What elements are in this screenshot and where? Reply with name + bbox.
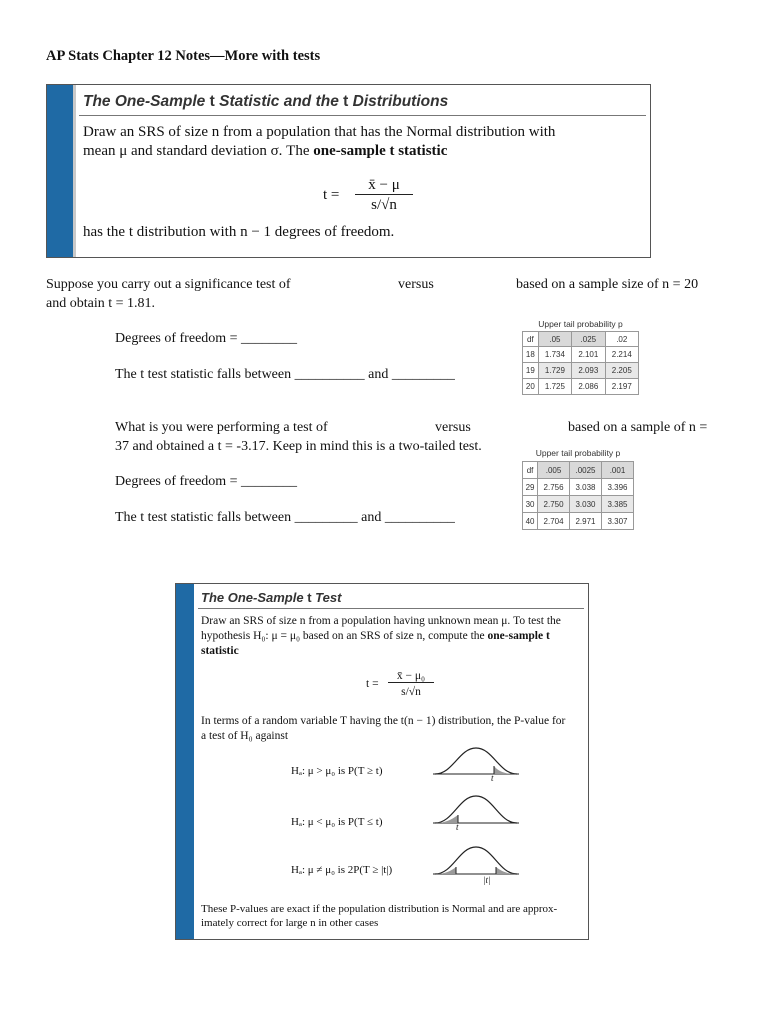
table-row: 18 1.734 2.101 2.214 <box>523 347 639 363</box>
box-accent-stripe <box>73 85 76 257</box>
density-curve <box>435 847 517 874</box>
box-text-line: Draw an SRS of size n from a population that has the Normal distribution with <box>83 124 556 140</box>
question-1-df-prompt: Degrees of freedom = ________ <box>115 331 298 346</box>
t-table-1 <box>522 317 639 395</box>
heading-rule <box>79 115 646 116</box>
table-header: .025 <box>572 332 605 347</box>
table-header: df <box>523 462 538 479</box>
curve-label: t <box>456 822 459 832</box>
alternative-two-sided: Hₐ: μ ≠ μ₀ is 2P(T ≥ |t|) <box>291 864 393 876</box>
curve-label: t <box>491 773 494 783</box>
table-row: 29 2.756 3.038 3.396 <box>523 479 634 496</box>
table-header: df <box>523 332 539 347</box>
box-text-line: These P-values are exact if the population distribution is Normal and are approx- <box>201 903 558 915</box>
box-text-line: Draw an SRS of size n from a population having unknown mean μ. To test the <box>201 615 561 627</box>
box-text-line: imately correct for large n in other cases <box>201 917 379 929</box>
box-heading: The One-Sample t Statistic and the t Distributions <box>83 93 449 110</box>
box-text-line: statistic <box>201 645 239 657</box>
one-sample-t-test-box: The One-Sample t Test Draw an SRS of size n from a population having unknown mean μ. To test the hypothesis H₀: μ = μ₀ based on an SRS of size n, compute the one-sample t statistic t = x̄ − μ₀ s/√n In terms of a random variable T having the t(n − 1) distribution, the P-value for a test of H₀ against Hₐ: μ > μ₀ is P(T ≥ t) Hₐ: μ < μ₀ is P(T ≤ t) Hₐ: μ ≠ μ₀ is 2P(T ≥ |t|) t t |t| These P-values are exact if the population distribution is Normal and are approx- imately correct for large n in other cases <box>175 583 589 940</box>
table-row: 19 1.729 2.093 2.205 <box>523 363 639 379</box>
question-2-line-1: What is you were performing a test of versus based on a sample of n = <box>115 420 708 435</box>
table-header: .05 <box>538 332 571 347</box>
box-text-line: In terms of a random variable T having the t(n − 1) distribution, the P-value for <box>201 715 566 727</box>
box-text-line: a test of H₀ against <box>201 730 289 742</box>
heading-rule <box>198 608 584 609</box>
left-tail-curve <box>431 790 521 832</box>
box-text-line: has the t distribution with n − 1 degrees of freedom. <box>83 224 395 240</box>
box-heading: The One-Sample t Test <box>201 590 342 605</box>
curve-label: |t| <box>483 875 491 885</box>
box-accent-bar <box>176 584 194 939</box>
table-header: .02 <box>605 332 638 347</box>
question-2-df-prompt: Degrees of freedom = ________ <box>115 474 298 489</box>
box-text-line: hypothesis H₀: μ = μ₀ based on an SRS of size n, compute the one-sample t <box>201 630 550 642</box>
box-text-line: mean μ and standard deviation σ. The one-sample t statistic <box>83 143 448 159</box>
one-sample-t-statistic-box: The One-Sample t Statistic and the t Distributions Draw an SRS of size n from a population that has the Normal distribution with mean μ and standard deviation σ. The one-sample t statistic t = x̄ − μ s/√n has the t distribution with n − 1 degrees of freedom. <box>46 84 651 258</box>
density-curve <box>435 748 517 774</box>
page-title: AP Stats Chapter 12 Notes—More with tests <box>46 48 321 64</box>
table-header: .001 <box>601 462 633 479</box>
t-table-2 <box>522 445 634 530</box>
alternative-greater: Hₐ: μ > μ₀ is P(T ≥ t) <box>291 765 383 777</box>
density-curve <box>435 796 517 823</box>
table-caption: Upper tail probability p <box>535 448 621 458</box>
table-row: 20 1.725 2.086 2.197 <box>523 379 639 395</box>
table-row: 40 2.704 2.971 3.307 <box>523 513 634 530</box>
question-1-line-2: and obtain t = 1.81. <box>46 296 155 311</box>
table-header: .005 <box>538 462 570 479</box>
right-tail-curve <box>431 744 521 786</box>
question-2-line-2: 37 and obtained a t = -3.17. Keep in mind this is a two-tailed test. <box>115 439 482 454</box>
question-1-between-prompt: The t test statistic falls between __________ and _________ <box>115 367 455 382</box>
alternative-less: Hₐ: μ < μ₀ is P(T ≤ t) <box>291 816 383 828</box>
two-tail-curve <box>431 841 521 883</box>
question-2-between-prompt: The t test statistic falls between _________ and __________ <box>115 510 455 525</box>
table-header: .0025 <box>570 462 602 479</box>
box-accent-bar <box>47 85 73 257</box>
table-row: 30 2.750 3.030 3.385 <box>523 496 634 513</box>
question-1-line-1: Suppose you carry out a significance test of versus based on a sample size of n = 20 <box>46 277 699 292</box>
table-caption: Upper tail probability p <box>538 319 623 329</box>
